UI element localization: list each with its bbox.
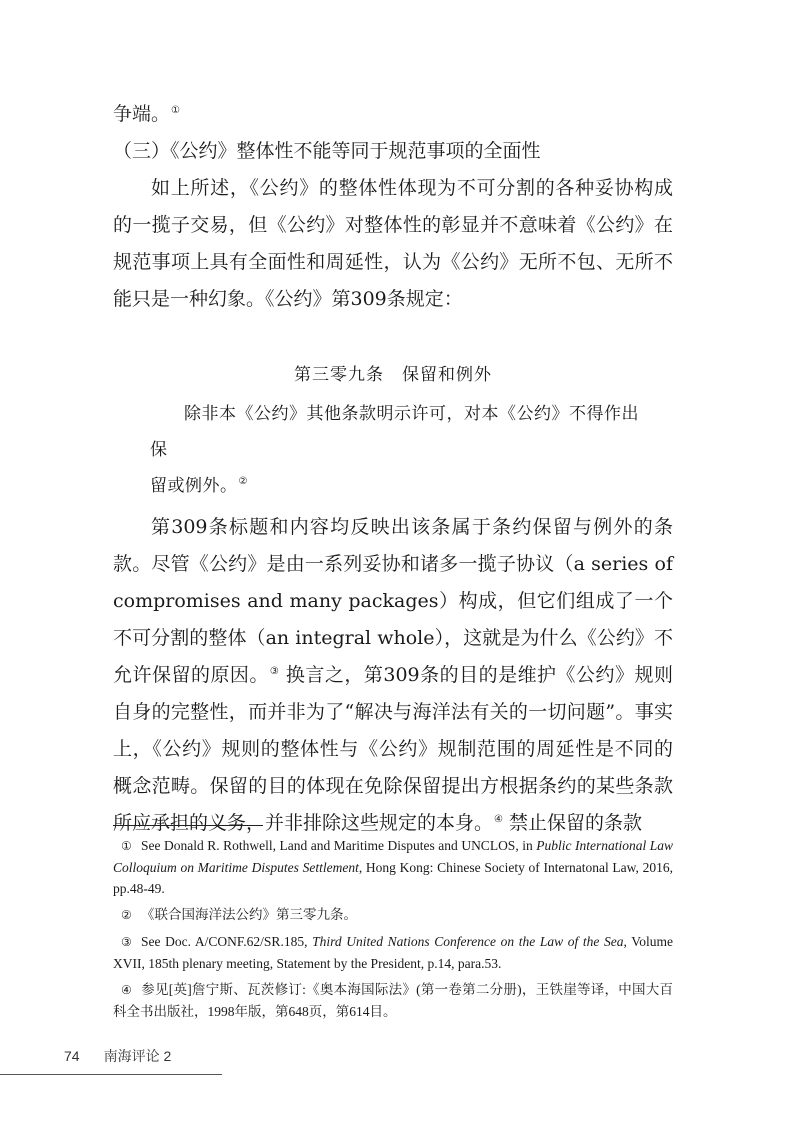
footnote-text: See Doc. A/CONF.62/SR.185, <box>141 934 313 949</box>
paragraph-text: 换言之，第309条的目的是维护《公约》规则自身的完整性，而并非为了“解决与海洋法有关的一切问题”。事实上，《公约》规则的整体性与《公约》规制范围的周延性是不同的概念范畴。保留的目的体现在免除保留提出方根据条约的某些条款所应承担的义务，并非排除这些规定的本身。 <box>113 664 673 834</box>
footnote-text: See Donald R. Rothwell, Land and Maritime Disputes and UNCLOS, in <box>141 838 537 853</box>
journal-title: 南海评论 2 <box>103 1048 172 1064</box>
quote-line-1: 除非本《公约》其他条款明示许可，对本《公约》不得作出保 <box>150 404 639 460</box>
paragraph-text: 争端。 <box>113 103 171 125</box>
footnote-text: 《联合国海洋法公约》第三零九条。 <box>141 907 357 922</box>
footnote-mark: ③ <box>121 935 132 949</box>
footnote-text: , Volume XVII, 185th plenary meeting, Statement by the President, p.14, para.53. <box>113 934 673 971</box>
footnote-4 <box>113 979 673 1022</box>
footnotes <box>113 835 673 1027</box>
paragraph-main <box>113 509 673 842</box>
footnote-italic: Public International Law Colloquium on Maritime Disputes Settlement <box>113 838 674 875</box>
footnote-mark: ④ <box>121 983 132 997</box>
footnote-2 <box>113 904 673 926</box>
paragraph-text: 禁止保留的条款 <box>502 812 643 834</box>
article-title: 第三零九条 保留和例外 <box>294 365 492 385</box>
footnote-mark: ② <box>121 908 132 922</box>
footnote-mark: ① <box>121 839 132 853</box>
footnote-divider <box>113 825 263 826</box>
paragraph-text: 第309条标题和内容均反映出该条属于条约保留与例外的条款。尽管《公约》是由一系列妥协和诸多一揽子协议（a series of compromises and many packages）构成，但它们组成了一个不可分割的整体（an integral whole），这就是为什么《公约》不允许保留的原因。 <box>113 516 673 686</box>
paragraph-continuation <box>113 96 673 133</box>
footnote-ref-3[interactable]: ③ <box>269 666 280 677</box>
footnote-text: , Hong Kong: Chinese Society of Internatonal Law, 2016, pp.48-49. <box>113 860 673 896</box>
footer-rule <box>0 1074 222 1075</box>
paragraph-intro: 如上所述，《公约》的整体性体现为不可分割的各种妥协构成的一揽子交易，但《公约》对整体性的彰显并不意味着《公约》在规范事项上具有全面性和周延性，认为《公约》无所不包、无所不能只是一种幻象。《公约》第309条规定： <box>113 177 673 310</box>
footnote-1 <box>113 835 673 899</box>
footnote-ref-2[interactable]: ② <box>238 476 248 487</box>
footnote-3 <box>113 931 673 974</box>
footnote-ref-4[interactable]: ④ <box>494 814 503 825</box>
page-footer <box>64 1046 171 1066</box>
article-quote <box>150 396 650 504</box>
footnote-italic: Third United Nations Conference on the Law of the Sea <box>312 934 624 949</box>
section-heading: （三）《公约》整体性不能等同于规范事项的全面性 <box>113 140 541 162</box>
footnote-ref-1[interactable]: ① <box>171 105 180 116</box>
quote-line-2: 留或例外。 <box>150 476 238 496</box>
page-number: 74 <box>64 1048 80 1064</box>
footnote-text: 参见[英]詹宁斯、瓦茨修订:《奥本海国际法》(第一卷第二分册)，王铁崖等译，中国大百科全书出版社，1998年版，第648页，第614目。 <box>113 982 673 1019</box>
